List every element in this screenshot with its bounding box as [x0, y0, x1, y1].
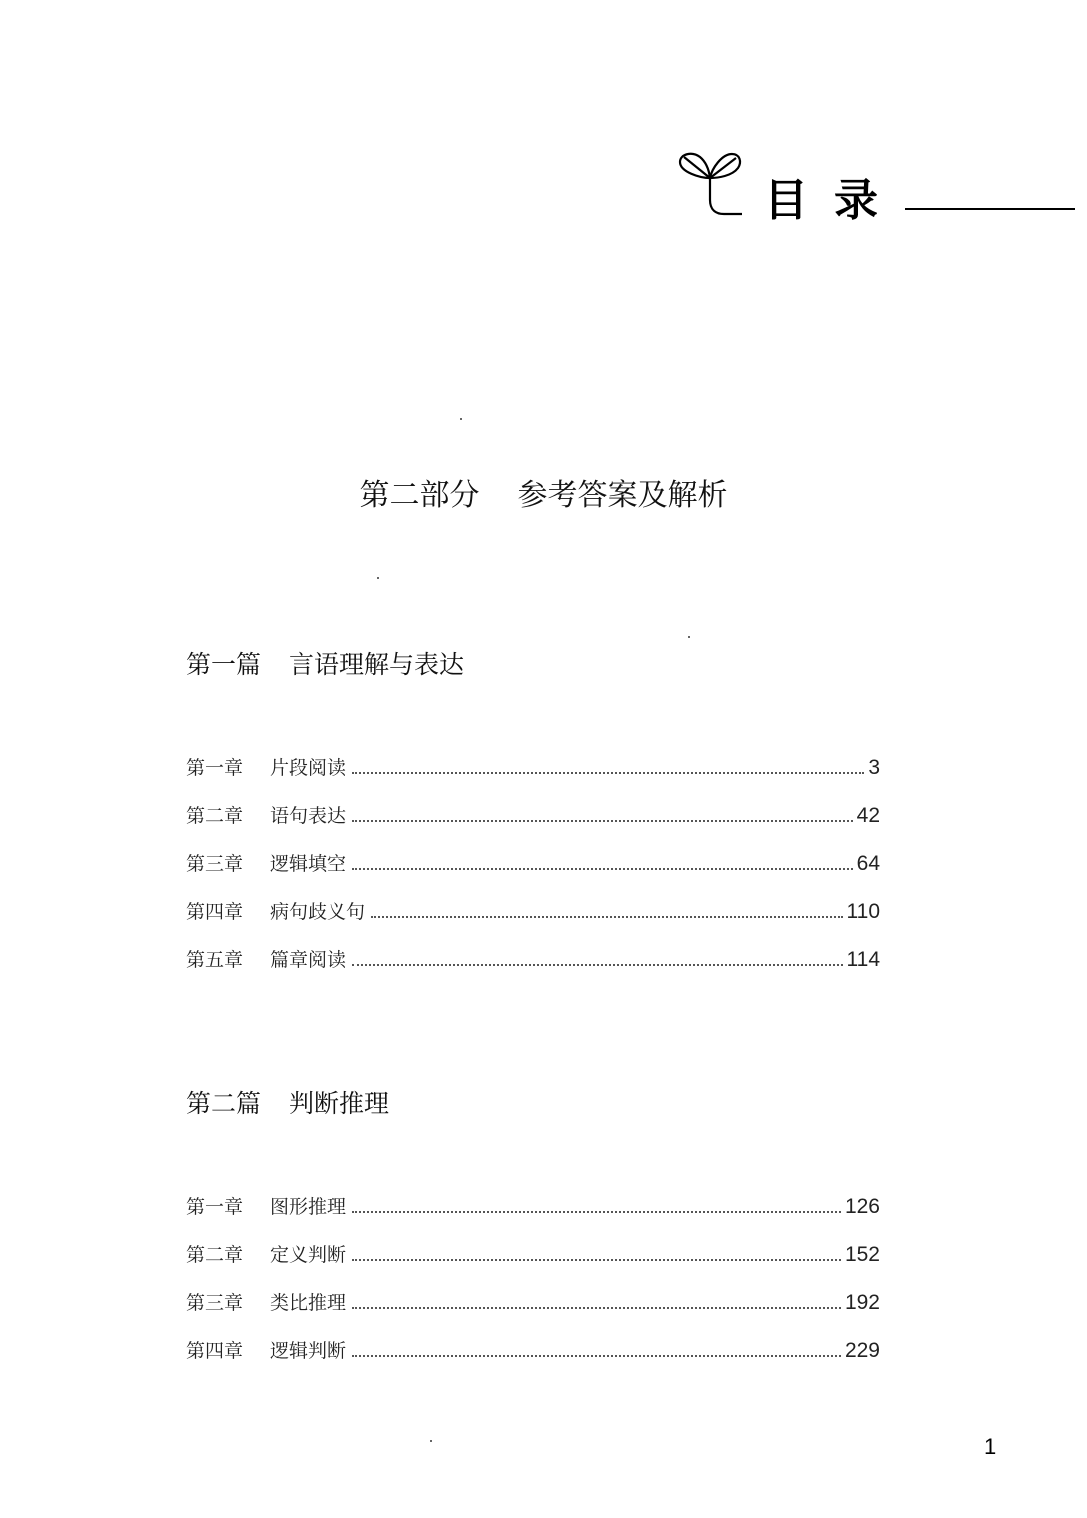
- chapter-number: 第三章: [186, 853, 244, 875]
- chapter-title: 逻辑判断: [270, 1340, 347, 1362]
- section-title[interactable]: [186, 648, 464, 682]
- chapter-number: 第二章: [186, 805, 244, 827]
- chapter-page: 114: [846, 948, 880, 971]
- chapter-title: 逻辑填空: [270, 853, 347, 875]
- chapter-number: 第四章: [186, 901, 244, 923]
- dot-leader: [352, 820, 853, 822]
- chapter-page: 110: [846, 900, 880, 923]
- chapter-number: 第一章: [186, 1196, 244, 1218]
- chapter-title: 语句表达: [270, 805, 347, 827]
- chapter-page: 64: [856, 852, 880, 875]
- toc-title: 目录: [764, 175, 904, 226]
- chapter-page: 42: [856, 804, 880, 827]
- scan-speck: [430, 1440, 432, 1442]
- toc-entry[interactable]: [186, 752, 880, 780]
- chapter-page: 152: [844, 1243, 880, 1266]
- scan-speck: [377, 577, 379, 579]
- chapter-title: 病句歧义句: [270, 901, 366, 923]
- part-number: 第二部分: [359, 478, 480, 513]
- dot-leader: [352, 964, 843, 966]
- part-name: 参考答案及解析: [517, 478, 728, 513]
- chapter-title: 图形推理: [270, 1196, 347, 1218]
- chapter-page: 3: [868, 756, 880, 779]
- dot-leader: [352, 1355, 841, 1357]
- chapter-page: 229: [844, 1339, 880, 1362]
- toc-entry[interactable]: [186, 944, 880, 972]
- toc-entry[interactable]: [186, 1191, 880, 1219]
- dot-leader: [352, 772, 864, 774]
- chapter-title: 篇章阅读: [270, 949, 347, 971]
- toc-entry[interactable]: [186, 848, 880, 876]
- section-name: 言语理解与表达: [289, 650, 465, 679]
- section-title[interactable]: [186, 1087, 389, 1121]
- section-name: 判断推理: [289, 1089, 390, 1118]
- chapter-number: 第四章: [186, 1340, 244, 1362]
- section-number: 第一篇: [186, 650, 262, 679]
- scan-speck: [688, 636, 690, 638]
- chapter-number: 第一章: [186, 757, 244, 779]
- dot-leader: [371, 916, 843, 918]
- toc-header: [672, 148, 1082, 238]
- part-title: [0, 476, 1087, 516]
- chapter-title: 片段阅读: [270, 757, 347, 779]
- toc-entry[interactable]: [186, 1287, 880, 1315]
- chapter-page: 126: [844, 1195, 880, 1218]
- chapter-number: 第二章: [186, 1244, 244, 1266]
- toc-entry[interactable]: [186, 800, 880, 828]
- dot-leader: [352, 1307, 841, 1309]
- page-number: 1: [984, 1434, 997, 1459]
- chapter-title: 定义判断: [270, 1244, 347, 1266]
- dot-leader: [352, 1211, 841, 1213]
- dot-leader: [352, 1259, 841, 1261]
- toc-entry[interactable]: [186, 1335, 880, 1363]
- sprout-icon: [672, 148, 752, 223]
- chapter-page: 192: [844, 1291, 880, 1314]
- toc-entry[interactable]: [186, 896, 880, 924]
- dot-leader: [352, 868, 853, 870]
- section-number: 第二篇: [186, 1089, 262, 1118]
- chapter-number: 第三章: [186, 1292, 244, 1314]
- chapter-title: 类比推理: [270, 1292, 347, 1314]
- title-rule: [905, 208, 1075, 210]
- toc-entry[interactable]: [186, 1239, 880, 1267]
- scan-speck: [460, 418, 462, 420]
- chapter-number: 第五章: [186, 949, 244, 971]
